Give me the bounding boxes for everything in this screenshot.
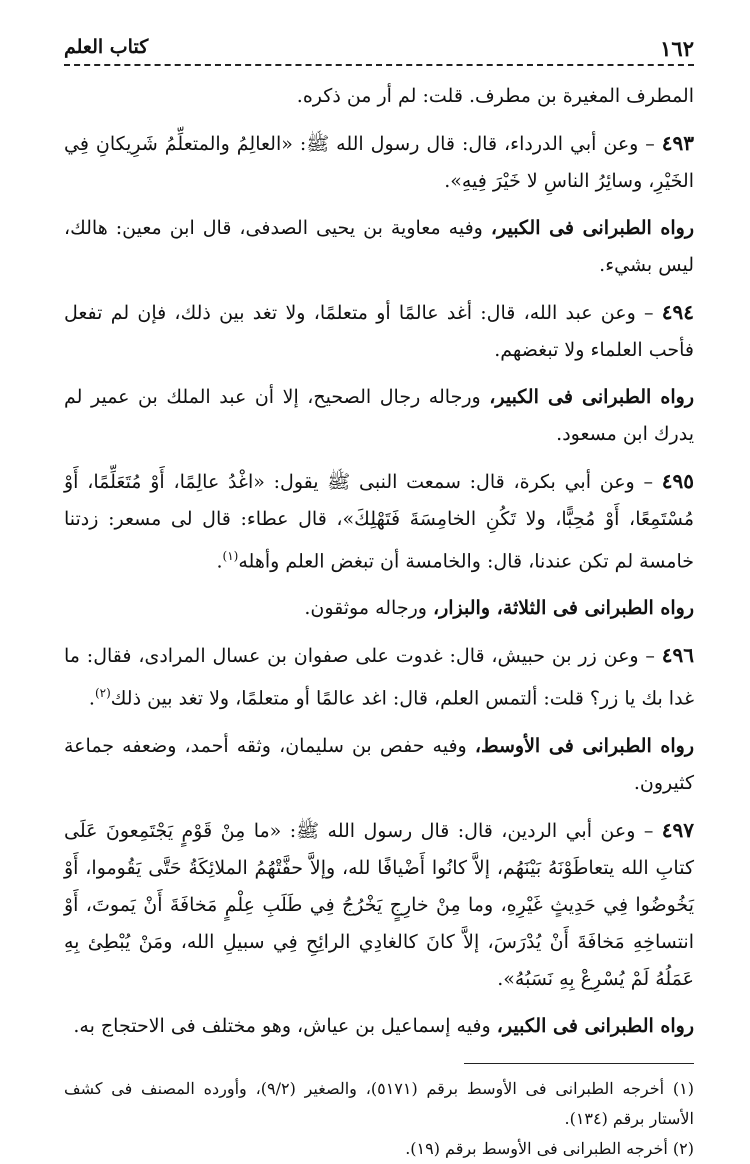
hadith-number: ٤٩٣ <box>661 131 694 155</box>
reference-text: وفيه حفص بن سليمان، وثقه أحمد، وضعفه جماعة كثيرون. <box>64 734 694 794</box>
hadith-text: – وعن زر بن حبيش، قال: غدوت على صفوان بن عسال المرادى، فقال: ما غدا بك يا زر؟ قلت: ألتمس العلم، قال: اغد عالمًا أو متعلمًا، ولا تغد بين ذلك <box>64 645 694 710</box>
footnote-text: أخرجه الطبرانى فى الأوسط برقم (٥١٧١)، والصغير (٩/٢)، وأورده المصنف فى كشف الأستار برقم (١٣٤). <box>64 1078 694 1128</box>
footnote-marker[interactable]: (٢) <box>94 686 111 701</box>
footnote-1 <box>64 1074 694 1134</box>
hadith-496: ٤٩٦ – وعن زر بن حبيش، قال: غدوت على صفوان بن عسال المرادى، فقال: ما غدا بك يا زر؟ قلت: ألتمس العلم، قال: اغد عالمًا أو متعلمًا، ولا تغد بين ذلك$^{(٢)}$. <box>64 643 694 710</box>
reference-text: وفيه إسماعيل بن عياش، وهو مختلف فى الاحتجاج به. <box>73 1014 497 1037</box>
footnote-mark: (٢) <box>672 1138 694 1158</box>
hadith-number: ٤٩٥ <box>661 469 694 493</box>
reference-source: رواه الطبرانى فى الكبير، <box>490 217 695 239</box>
reference-source: رواه الطبرانى فى الثلاثة، والبزار، <box>432 597 694 620</box>
reference-text: وفيه معاوية بن يحيى الصدفى، قال ابن معين: هالك، ليس بشيء. <box>64 217 694 276</box>
reference-493 <box>64 210 694 284</box>
reference-497 <box>64 1008 694 1045</box>
hadith-text: – وعن أبي بكرة، قال: سمعت النبى ﷺ يقول: «اغْدُ عالِمًا، أَوْ مُتَعَلِّمًا، أَوْ مُسْتَمِعًا، أَوْ مُحِبًّا، ولا تَكُنِ الخامِسَةَ فَتَهْلِكَ»، قال عطاء: قال لى مسعر: زدتنا خامسة لم تكن عندنا، قال: والخامسة أن تبغض العلم وأهله <box>64 471 694 573</box>
book-page <box>64 30 695 1158</box>
reference-source: رواه الطبرانى فى الكبير، <box>489 386 694 408</box>
hadith-493 <box>64 125 694 200</box>
reference-text: ورجاله موثقون. <box>304 597 433 620</box>
hadith-text: – وعن عبد الله، قال: أغد عالمًا أو متعلمًا، ولا تغد بين ذلك، فإن لم تفعل فأحب العلماء ولا تبغضهم. <box>64 302 694 361</box>
footnote-text: أخرجه الطبرانى فى الأوسط برقم (١٩). <box>405 1138 673 1158</box>
footnote-marker[interactable]: (١) <box>222 549 239 563</box>
hadith-number: ٤٩٧ <box>661 817 694 842</box>
footnote-mark: (١) <box>672 1078 694 1098</box>
hadith-495: ٤٩٥ – وعن أبي بكرة، قال: سمعت النبى ﷺ يقول: «اغْدُ عالِمًا، أَوْ مُتَعَلِّمًا، أَوْ مُسْتَمِعًا، أَوْ مُحِبًّا، ولا تَكُنِ الخامِسَةَ فَتَهْلِكَ»، قال عطاء: قال لى مسعر: زدتنا خامسة لم تكن عندنا، قال: والخامسة أن تبغض العلم وأهله$^{(١)}$. <box>64 469 694 573</box>
hadith-494 <box>64 294 694 369</box>
hadith-text: – وعن أبي الدرداء، قال: قال رسول الله ﷺ: «العالِمُ والمتعلِّمُ شَرِيكانِ فِي الخَيْرِ، وسائِرُ الناسِ لا خَيْرَ فِيهِ». <box>64 133 694 192</box>
hadith-text: – وعن أبي الردين، قال: قال رسول الله ﷺ: «ما مِنْ قَوْمٍ يَجْتَمِعونَ عَلَى كتابِ الله يتعاطَوْنَهُ بَيْنَهُم، إلاَّ كانُوا أَضْيافًا لله، وإلاَّ حفَّتْهُمُ الملائِكَةُ حَتَّى يَقُوموا، أَوْ يَخُوضُوا فِي حَدِيثٍ غَيْرِهِ، وما مِنْ خارِجٍ يَخْرُجُ فِي طَلَبِ عِلْمٍ مَخافَةَ أَنْ يَموتَ، أَوْ انتساخِهِ مَخافَةَ أَنْ يُدْرَسَ، إلاَّ كانَ كالغادِي الرائِحِ فِي سبيلِ الله، ومَنْ يُبْطِئ بِهِ عَمَلُهُ لَمْ يُسْرِعْ بِهِ نَسَبُهُ». <box>64 819 695 990</box>
hadith-497 <box>64 812 694 998</box>
reference-source: رواه الطبرانى فى الأوسط، <box>474 734 694 757</box>
reference-494 <box>64 379 694 453</box>
reference-source: رواه الطبرانى فى الكبير، <box>496 1014 694 1037</box>
footnote-2 <box>64 1134 694 1164</box>
footnote-divider <box>464 1063 694 1064</box>
running-title: كتاب العلم <box>64 36 149 58</box>
page-header <box>64 30 694 66</box>
reference-496 <box>64 728 694 802</box>
reference-495 <box>64 590 694 627</box>
reference-text: ورجاله رجال الصحيح، إلا أن عبد الملك بن عمير لم يدرك ابن مسعود. <box>64 386 694 445</box>
hadith-number: ٤٩٤ <box>661 300 694 324</box>
hadith-number: ٤٩٦ <box>661 643 694 668</box>
page-body <box>64 78 694 1045</box>
footnotes <box>64 1074 694 1164</box>
page-number: ١٦٢ <box>660 36 694 61</box>
paragraph-continuation: المطرف المغيرة بن مطرف. قلت: لم أر من ذكره. <box>296 85 694 107</box>
